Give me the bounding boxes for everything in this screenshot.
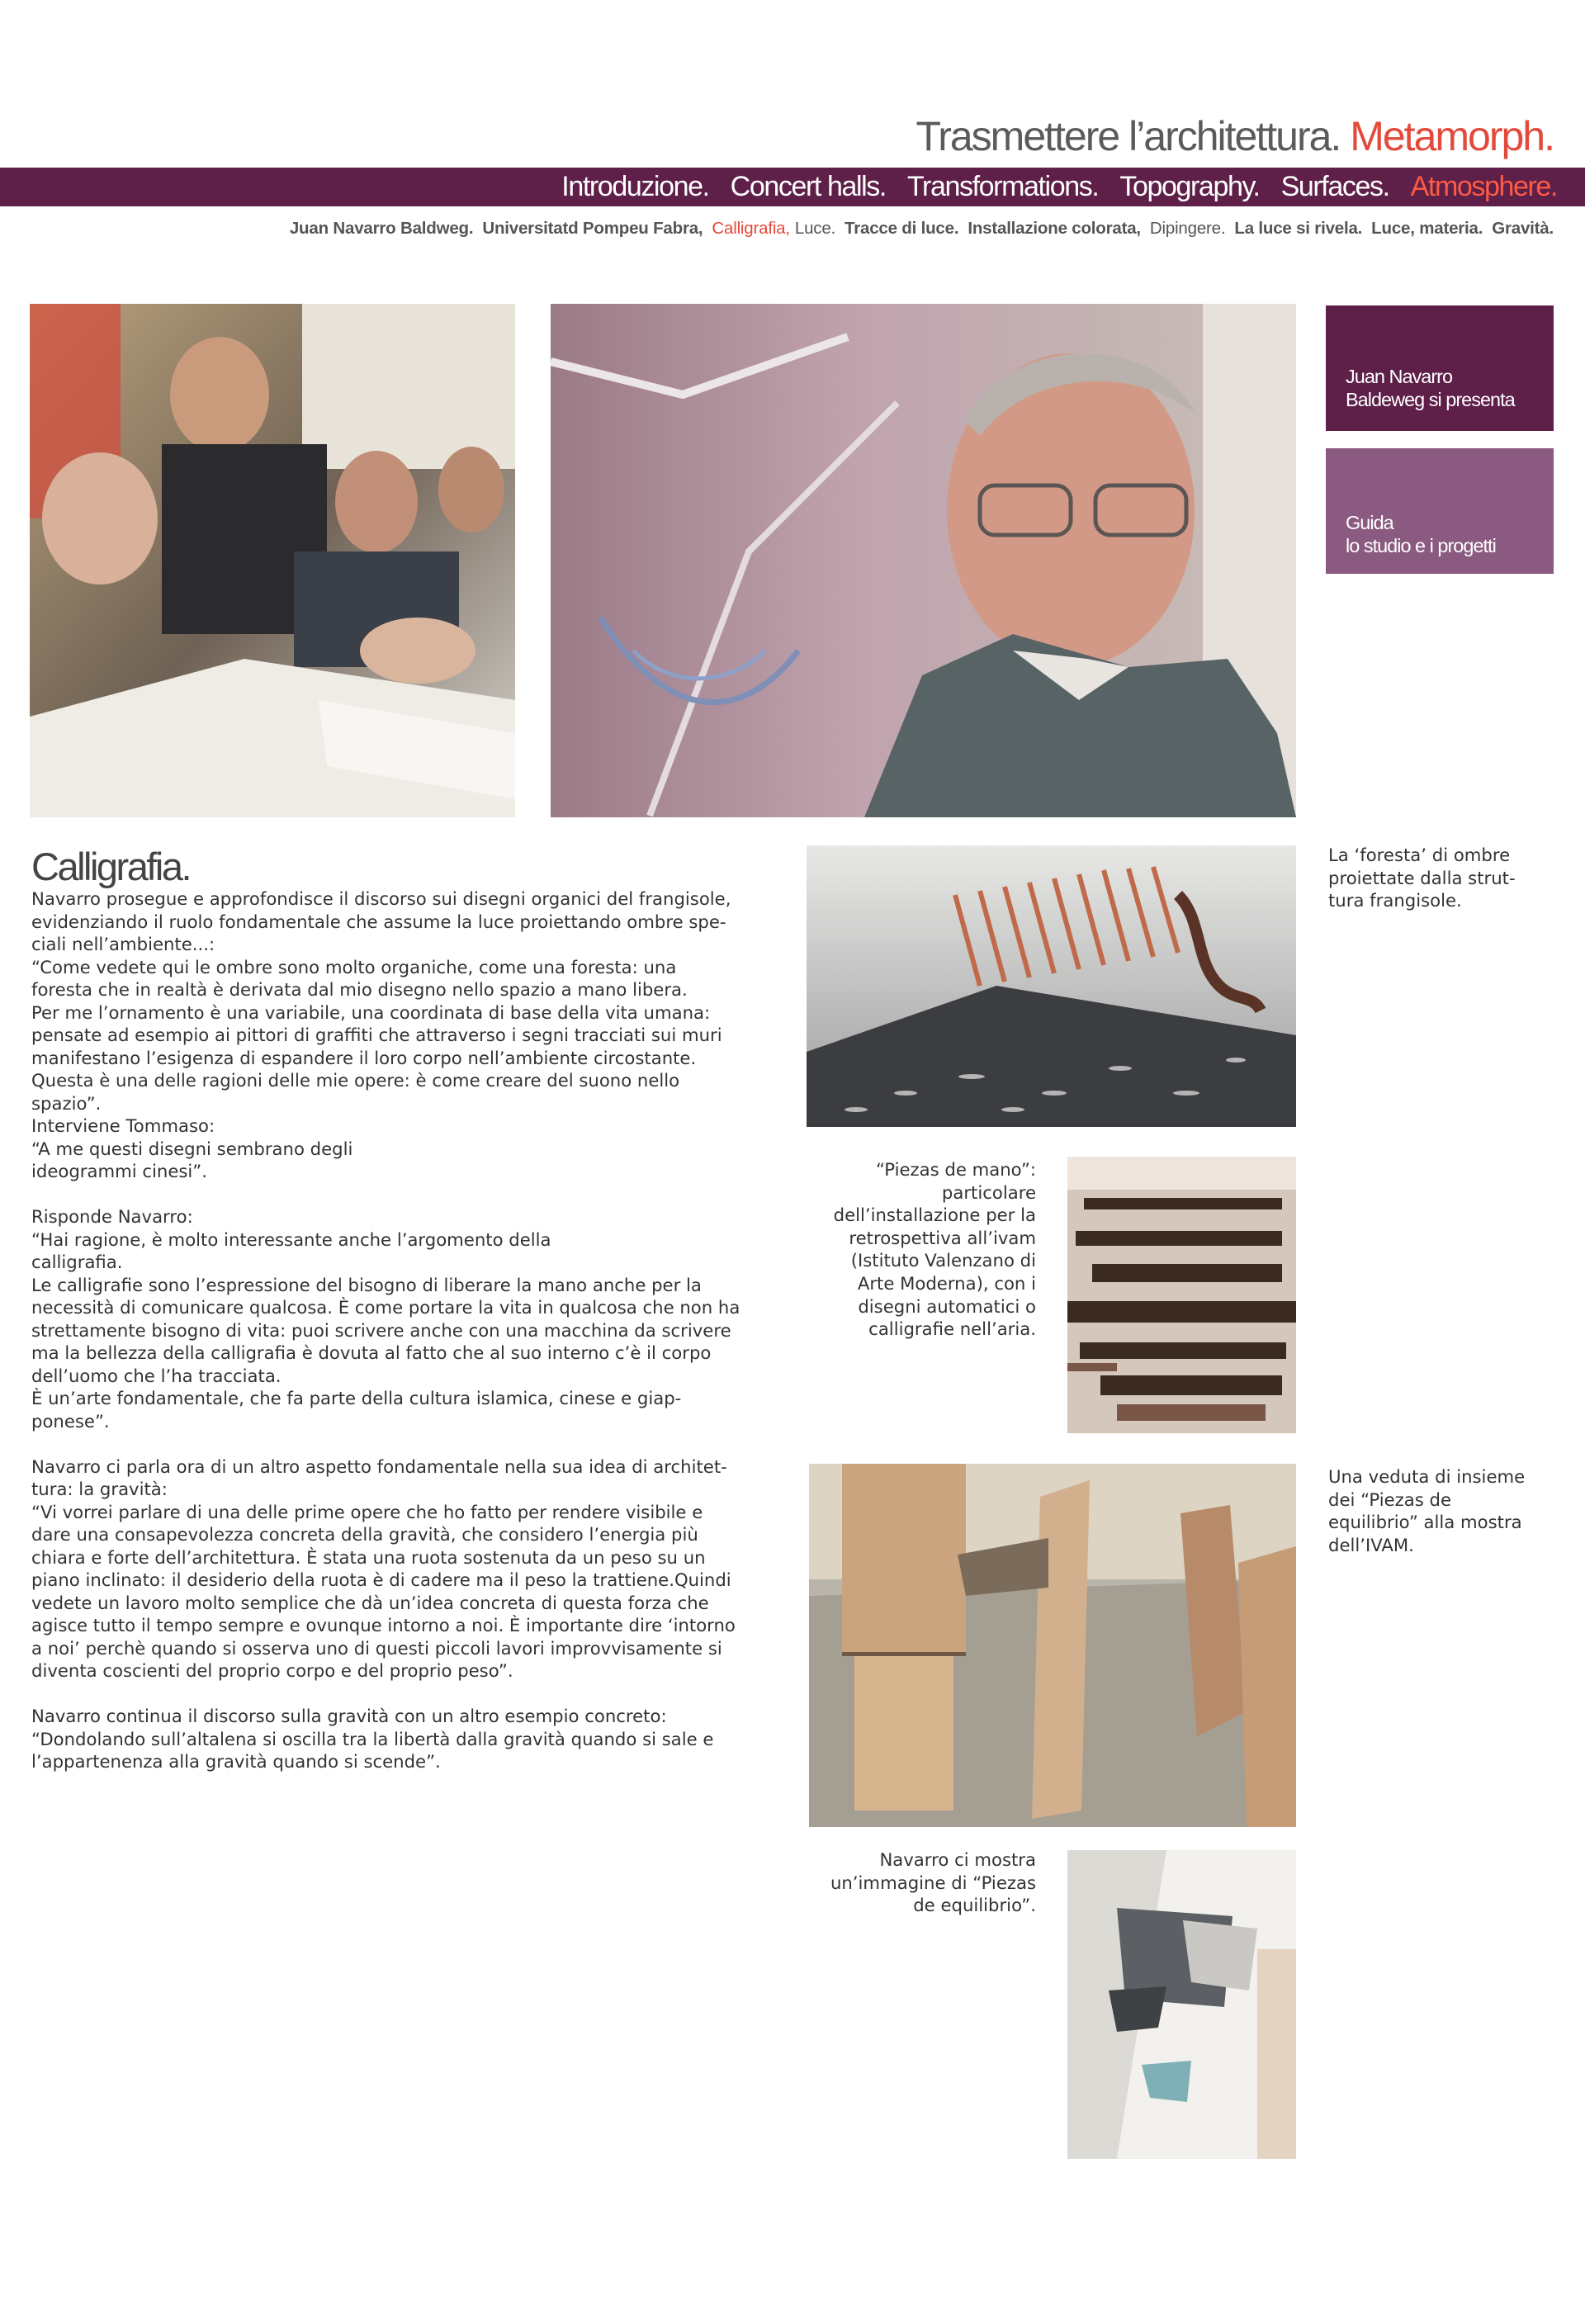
article-paragraph: Navarro continua il discorso sulla gravità con un altro esempio concreto: “Dondolando sull’altalena si oscilla tra la libertà dalla gravità quando si sale e l’appartenenza alla gravità quando si scende”. [31, 1706, 714, 1772]
article-paragraph: Navarro prosegue e approfondisce il discorso sui disegni organici del frangisole, evidenziando il ruolo fondamentale che assume la luce proiettando ombre spe- ciali nell’ambiente...: “Come vedete qui le ombre sono molto organiche, come una foresta: una foresta che in realtà è derivata dal mio disegno nello spazio a mano libera. Per me l’ornamento è una variabile, una coordinata di base della vita umana: pensate ad esempio ai pittori di graffiti che attraverso i segni tracciati sui muri manifestano l’esigenza di espandere il loro corpo nell’ambiente circostante. Questa è una delle ragioni delle mie opere: è come creare del suono nello spazio”. Interviene Tommaso: “A me questi disegni sembrano degli ideogrammi cinesi”. [31, 888, 731, 1181]
main-nav [540, 169, 1557, 204]
subnav-item-dipingere[interactable]: Dipingere. [1149, 219, 1226, 238]
site-title [916, 112, 1554, 160]
navarro-presenta-line1: Juan Navarro [1346, 366, 1453, 387]
subnav-item-luce[interactable]: Luce. [794, 219, 836, 238]
guida-line2: lo studio e i progetti [1346, 535, 1496, 556]
students-photo [30, 304, 515, 817]
caption-equilibrio: Una veduta di insieme dei “Piezas de equilibrio” alla mostra dell’IVAM. [1328, 1466, 1526, 1555]
site-title-main: Trasmettere l’architettura. [916, 113, 1341, 159]
guida-studio-button[interactable] [1326, 448, 1554, 574]
navarro-portrait-photo [551, 304, 1296, 817]
article-body [31, 887, 774, 1773]
subnav-item-gravità[interactable]: Gravità. [1492, 219, 1554, 238]
caption-piezas-mano: “Piezas de mano”: particolare dell’installazione per la retrospettiva all’ivam (Istituto Valenzano di Arte Moderna), con i disegni automatici o calligrafie nell’aria. [833, 1159, 1036, 1340]
caption-mostra: Navarro ci mostra un’immagine di “Piezas de equilibrio”. [830, 1849, 1036, 1916]
piezas-equilibrio-photo [809, 1464, 1296, 1827]
libro-piezas-photo [1067, 1850, 1296, 2159]
site-title-highlight: Metamorph. [1350, 113, 1554, 159]
nav-item-introduzione[interactable]: Introduzione. [561, 171, 709, 202]
subnav-item-installazionecolorata[interactable]: Installazione colorata, [968, 219, 1141, 238]
caption-foresta: La ‘foresta’ di ombre proiettate dalla strut- tura frangisole. [1328, 845, 1516, 911]
subnav-item-universitatdpompeufabra[interactable]: Universitatd Pompeu Fabra, [482, 219, 703, 238]
nav-item-atmosphere[interactable]: Atmosphere. [1410, 171, 1557, 202]
subnav-item-calligrafia[interactable]: Calligrafia, [712, 219, 790, 238]
foresta-ombre-photo [807, 845, 1296, 1127]
nav-item-concerthalls[interactable]: Concert halls. [730, 171, 886, 202]
subnav-item-lalucesirivela[interactable]: La luce si rivela. [1234, 219, 1363, 238]
nav-item-topography[interactable]: Topography. [1119, 171, 1260, 202]
article-paragraph: Navarro ci parla ora di un altro aspetto fondamentale nella sua idea di architet- tura: la gravità: “Vi vorrei parlare di una delle prime opere che ho fatto per rendere visibile e dare una consapevolezza concreta della gravità, che considero l’energia più chiara e forte dell’architettura. È stata una ruota sostenuta da un peso su un piano inclinato: il desiderio della ruota è di cadere ma il peso la trattiene.Quindi vedete un lavoro molto semplice che dà un’idea concreta di questa forza che agisce tutto il tempo sempre e ovunque intorno a noi. È importante dire ‘intorno a noi’ perchè quando si osserva uno di questi piccoli lavori improvvisamente si diventa coscienti del proprio corpo e del proprio peso”. [31, 1455, 736, 1681]
navarro-presenta-button[interactable] [1326, 305, 1554, 431]
section-title: Calligrafia. [31, 845, 191, 888]
article-paragraph: Risponde Navarro: “Hai ragione, è molto interessante anche l’argomento della calligrafia. Le calligrafie sono l’espressione del bisogno di liberare la mano anche per la necessità di comunicare qualcosa. È come portare la vita in qualcosa che non ha strettamente bisogno di vita: puoi scrivere anche con una macchina da scrivere ma la bellezza della calligrafia è dovuta al fatto che al suo interno c’è il corpo dell’uomo che l’ha tracciata. È un’arte fondamentale, che fa parte della cultura islamica, cinese e giap- ponese”. [31, 1206, 740, 1432]
nav-item-surfaces[interactable]: Surfaces. [1280, 171, 1389, 202]
guida-line1: Guida [1346, 512, 1393, 533]
piezas-de-mano-photo [1067, 1157, 1296, 1433]
subnav-item-lucemateria[interactable]: Luce, materia. [1371, 219, 1483, 238]
sub-nav [281, 219, 1554, 239]
navarro-presenta-line2: Baldeweg si presenta [1346, 389, 1515, 410]
subnav-item-traccediluce[interactable]: Tracce di luce. [845, 219, 959, 238]
nav-item-transformations[interactable]: Transformations. [906, 171, 1099, 202]
subnav-item-juannavarrobaldweg[interactable]: Juan Navarro Baldweg. [289, 219, 474, 238]
